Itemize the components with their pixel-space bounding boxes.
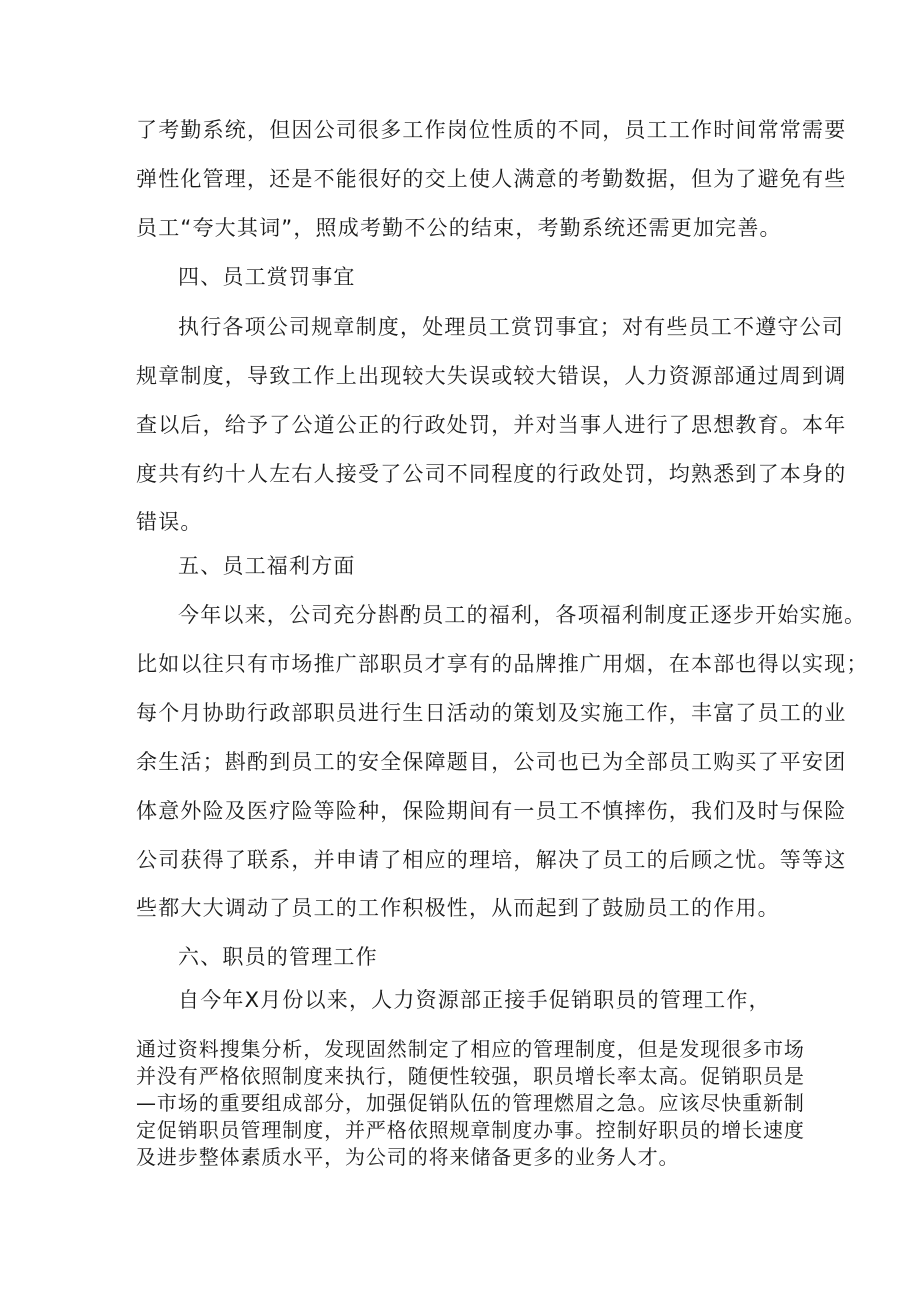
section-heading: 五、员工福利方面 (178, 554, 356, 578)
paragraph-line: 今年以来，公司充分斟酌员工的福利，各项福利制度正逐步开始实施。 (178, 603, 867, 627)
paragraph-line: 公司获得了联系，并申请了相应的理培，解决了员工的后顾之忧。等等这 (136, 848, 847, 872)
paragraph-line: 了考勤系统，但因公司很多工作岗位性质的不同，员工工作时间常常需要 (136, 118, 847, 142)
paragraph-line: 并没有严格依照制度来执行，随便性较强，职员增长率太高。促销职员是 (136, 1064, 805, 1088)
paragraph-line: 规章制度，导致工作上出现较大失误或较大错误，人力资源部通过周到调 (136, 364, 847, 388)
paragraph-line: —市场的重要组成部分，加强促销队伍的管理燃眉之急。应该尽快重新制 (136, 1091, 805, 1115)
paragraph-line: 定促销职员管理制度，并严格依照规章制度办事。控制好职员的增长速度 (136, 1118, 805, 1142)
paragraph-line: 员工“夸大其词”，照成考勤不公的结束，考勤系统还需更加完善。 (136, 216, 782, 240)
paragraph-line: 些都大大调动了员工的工作积极性，从而起到了鼓励员工的作用。 (136, 896, 780, 920)
paragraph-line: 体意外险及医疗险等险种，保险期间有一员工不慎摔伤，我们及时与保险 (136, 799, 847, 823)
paragraph-line: 查以后，给予了公道公正的行政处罚，并对当事人进行了思想教育。本年 (136, 413, 847, 437)
paragraph-line: 弹性化管理，还是不能很好的交上使人满意的考勤数据，但为了避免有些 (136, 167, 847, 191)
section-heading: 四、员工赏罚事宜 (178, 265, 356, 289)
paragraph-line: 错误。 (136, 510, 203, 534)
paragraph-line: 每个月协助行政部职员进行生日活动的策划及实施工作，丰富了员工的业 (136, 701, 847, 725)
paragraph-line: 度共有约十人左右人接受了公司不同程度的行政处罚，均熟悉到了本身的 (136, 462, 847, 486)
paragraph-line: 余生活；斟酌到员工的安全保障题目，公司也已为全部员工购买了平安团 (136, 750, 847, 774)
paragraph-line: 比如以往只有市场推广部职员才享有的品牌推广用烟，在本部也得以实现； (136, 652, 869, 676)
paragraph-line: 自今年X月份以来，人力资源部正接手促销职员的管理工作， (178, 988, 771, 1012)
section-heading: 六、职员的管理工作 (178, 945, 378, 969)
paragraph-line: 及进步整体素质水平，为公司的将来储备更多的业务人才。 (136, 1145, 680, 1169)
paragraph-line: 执行各项公司规章制度，处理员工赏罚事宜；对有些员工不遵守公司 (178, 315, 844, 339)
paragraph-line: 通过资料搜集分析，发现固然制定了相应的管理制度，但是发现很多市场 (136, 1037, 805, 1061)
